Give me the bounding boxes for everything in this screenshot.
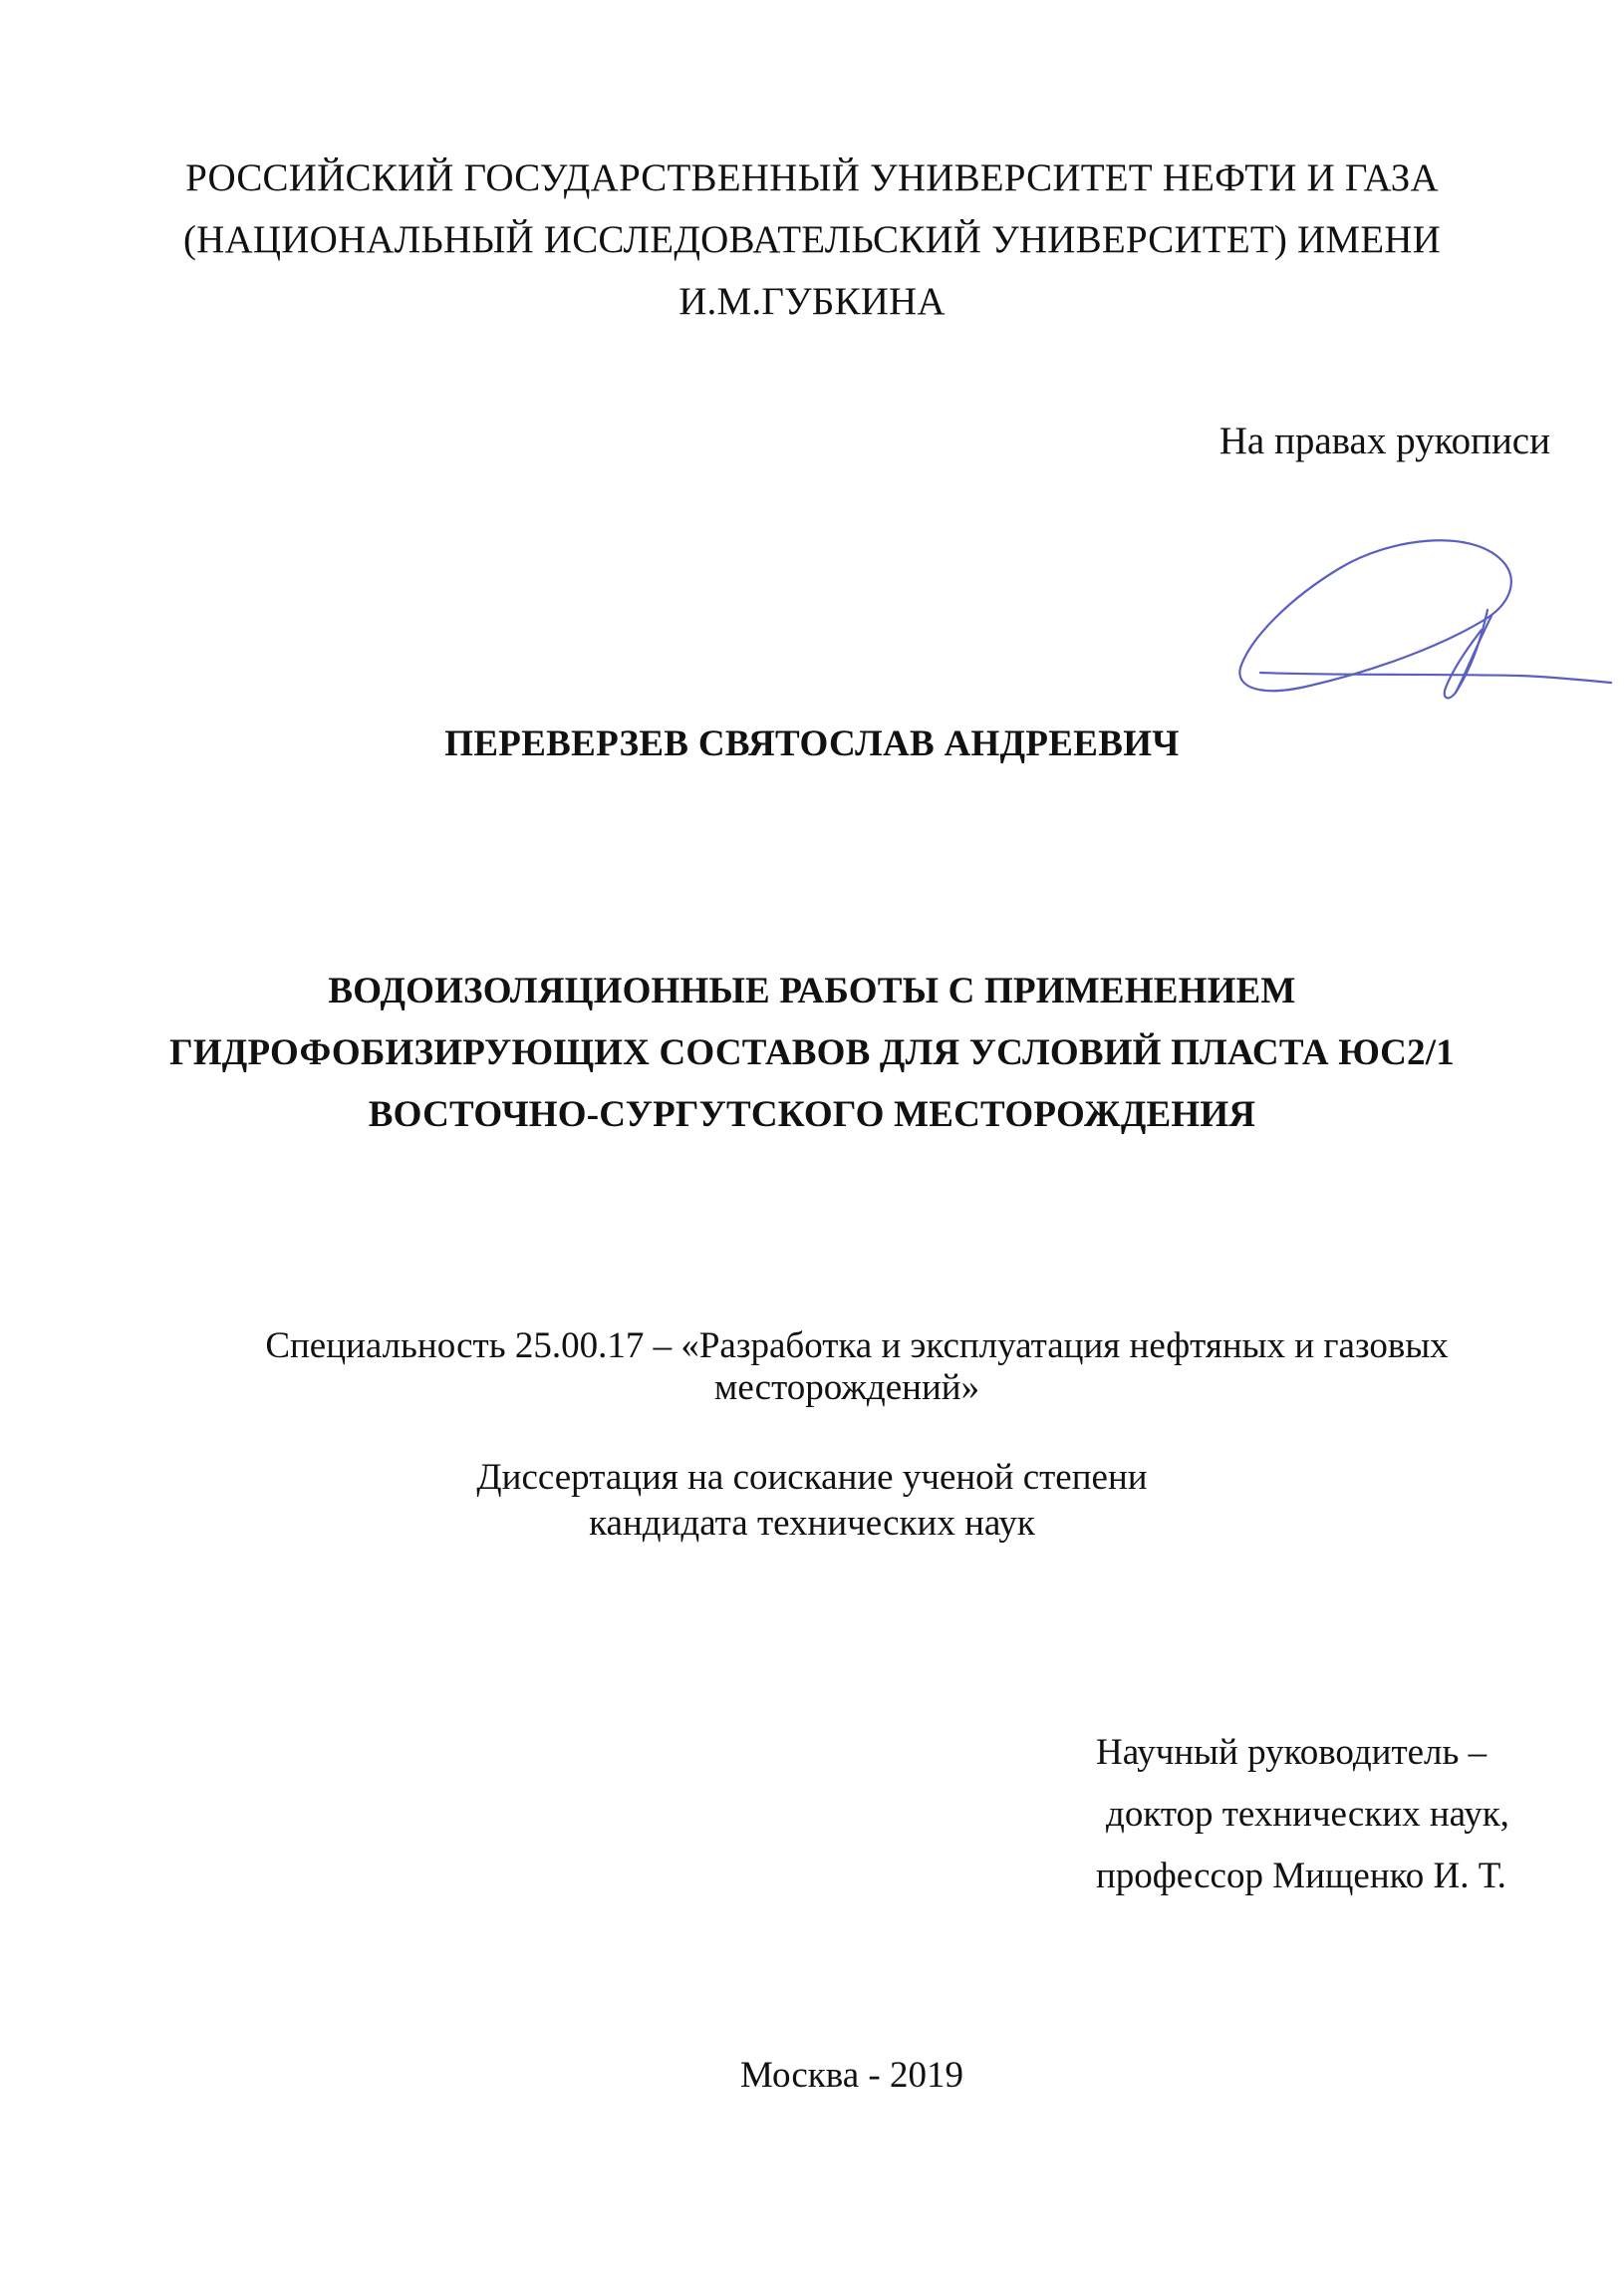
university-line-1: РОССИЙСКИЙ ГОСУДАРСТВЕННЫЙ УНИВЕРСИТЕТ НЕФТИ И ГАЗА <box>185 156 1439 199</box>
dissertation-title <box>0 961 1624 1146</box>
title-line-2: ГИДРОФОБИЗИРУЮЩИХ СОСТАВОВ ДЛЯ УСЛОВИЙ ПЛАСТА ЮС2/1 <box>169 1032 1455 1073</box>
supervisor-block <box>1096 1722 1509 1907</box>
university-header <box>0 147 1624 333</box>
dissertation-line-1: Диссертация на соискание ученой степени <box>476 1457 1148 1498</box>
speciality-block <box>0 1325 1624 1409</box>
speciality-line-1: Специальность 25.00.17 – «Разработка и эксплуатация нефтяных и газовых <box>265 1325 1449 1366</box>
university-line-2: (НАЦИОНАЛЬНЫЙ ИССЛЕДОВАТЕЛЬСКИЙ УНИВЕРСИТЕТ) ИМЕНИ <box>182 218 1442 261</box>
university-line-3: И.М.ГУБКИНА <box>678 280 946 323</box>
supervisor-line-3: профессор Мищенко И. Т. <box>1096 1856 1506 1896</box>
rights-note: На правах рукописи <box>1218 420 1550 462</box>
handwritten-signature <box>1220 498 1619 708</box>
author-name: ПЕРЕВЕРЗЕВ СВЯТОСЛАВ АНДРЕЕВИЧ <box>444 723 1180 764</box>
title-line-1: ВОДОИЗОЛЯЦИОННЫЕ РАБОТЫ С ПРИМЕНЕНИЕМ <box>328 971 1296 1011</box>
dissertation-line-2: кандидата технических наук <box>589 1503 1035 1544</box>
speciality-line-2: месторождений» <box>713 1367 980 1408</box>
city-year: Москва - 2019 <box>739 2055 964 2096</box>
supervisor-line-1: Научный руководитель – <box>1096 1732 1488 1773</box>
title-line-3: ВОСТОЧНО-СУРГУТСКОГО МЕСТОРОЖДЕНИЯ <box>368 1094 1256 1135</box>
dissertation-degree <box>0 1455 1624 1547</box>
supervisor-line-2: доктор технических наук, <box>1106 1794 1509 1835</box>
